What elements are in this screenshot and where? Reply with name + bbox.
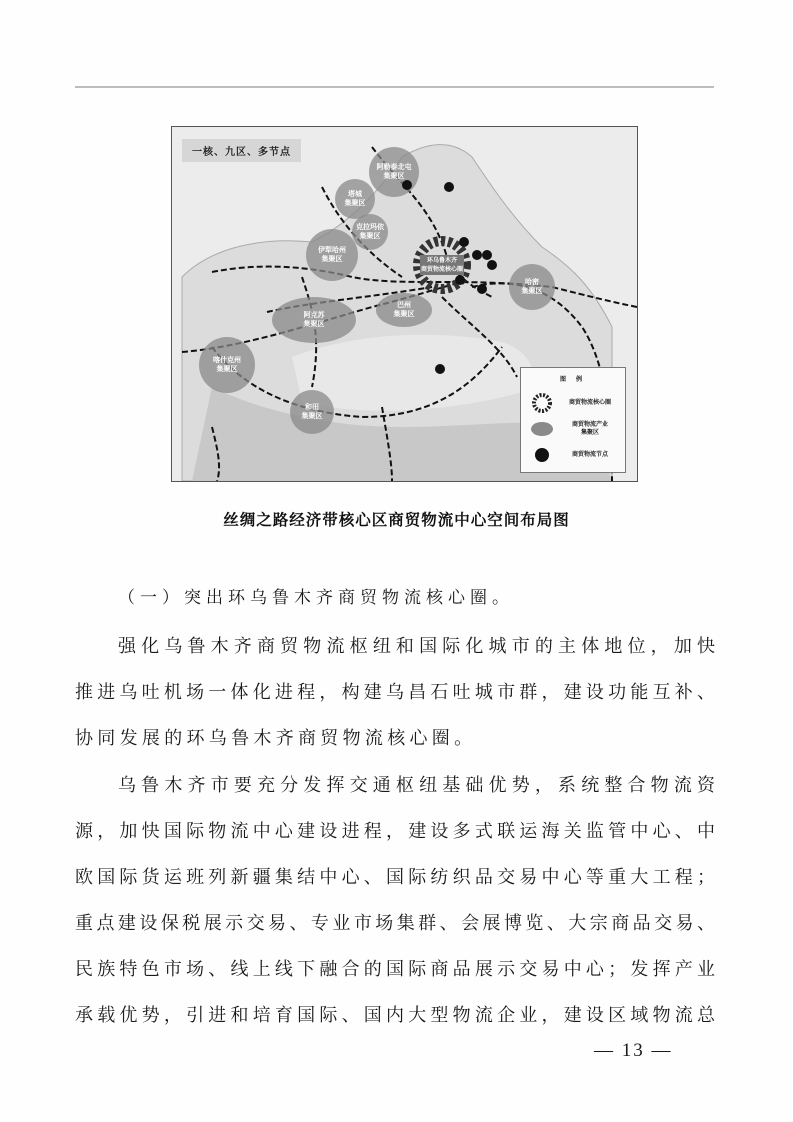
cluster-label-altay: 阿勒泰北屯 集聚区 xyxy=(376,163,412,180)
cluster-label-tacheng: 塔城 集聚区 xyxy=(344,190,366,207)
legend-label: 商贸物流核心圈 xyxy=(568,399,611,406)
header-rule xyxy=(75,86,714,88)
node-dot xyxy=(444,182,454,192)
paragraph-line: 乌鲁木齐市要充分发挥交通枢纽基础优势，系统整合物流资 xyxy=(118,775,715,796)
legend-item-cluster xyxy=(521,418,625,440)
paragraph-line: 欧国际货运班列新疆集结中心、国际纺织品交易中心等重大工程； xyxy=(75,867,715,888)
page-number: — 13 — xyxy=(594,1040,673,1061)
section-heading: （一）突出环乌鲁木齐商贸物流核心圈。 xyxy=(118,588,514,608)
node-dot xyxy=(477,284,487,294)
paragraph-line: 推进乌吐机场一体化进程，构建乌昌石吐城市群，建设功能互补、 xyxy=(75,682,715,703)
legend-label: 商贸物流节点 xyxy=(571,451,608,458)
legend-title: 图 例 xyxy=(559,376,587,383)
cluster-label-kashgar: 喀什克州 集聚区 xyxy=(213,356,241,373)
legend-item-node xyxy=(521,444,625,466)
paragraph-line: 源，加快国际物流中心建设进程，建设多式联运海关监管中心、中 xyxy=(75,821,715,842)
cluster-label-hotan: 和田 集聚区 xyxy=(301,403,323,420)
paragraph-line: 协同发展的环乌鲁木齐商贸物流核心圈。 xyxy=(75,728,477,749)
paragraph-line: 重点建设保税展示交易、专业市场集群、会展博览、大宗商品交易、 xyxy=(75,913,715,934)
core-circle-icon xyxy=(527,392,557,414)
node-dot xyxy=(402,180,412,190)
node-dot xyxy=(459,237,469,247)
paragraph-line: 承载优势，引进和培育国际、国内大型物流企业，建设区域物流总 xyxy=(75,1005,715,1026)
paragraph-line: 民族特色市场、线上线下融合的国际商品展示交易中心；发挥产业 xyxy=(75,959,715,980)
legend-label: 商贸物流产业 集聚区 xyxy=(571,421,608,436)
node-dot xyxy=(482,250,492,260)
layout-map-figure xyxy=(171,126,638,482)
map-title: 一核、九区、多节点 xyxy=(182,139,301,162)
node-dot-icon xyxy=(527,444,557,466)
cluster-label-yili: 伊犁哈州 集聚区 xyxy=(318,246,346,263)
cluster-label-bazhou: 巴州 集聚区 xyxy=(393,301,415,318)
cluster-label-aksu: 阿克苏 集聚区 xyxy=(303,311,325,328)
map-legend xyxy=(520,367,626,473)
cluster-label-core: 环乌鲁木齐 商贸物流核心圈 xyxy=(420,257,463,273)
node-dot xyxy=(455,275,465,285)
cluster-label-hami: 哈密 集聚区 xyxy=(521,278,543,295)
cluster-label-karamay: 克拉玛依 集聚区 xyxy=(356,223,384,240)
node-dot xyxy=(435,364,445,374)
cluster-ellipse-icon xyxy=(527,418,557,440)
node-dot xyxy=(487,260,497,270)
legend-item-core xyxy=(521,392,625,414)
figure-caption: 丝绸之路经济带核心区商贸物流中心空间布局图 xyxy=(223,511,570,529)
paragraph-line: 强化乌鲁木齐商贸物流枢纽和国际化城市的主体地位，加快 xyxy=(118,636,715,657)
